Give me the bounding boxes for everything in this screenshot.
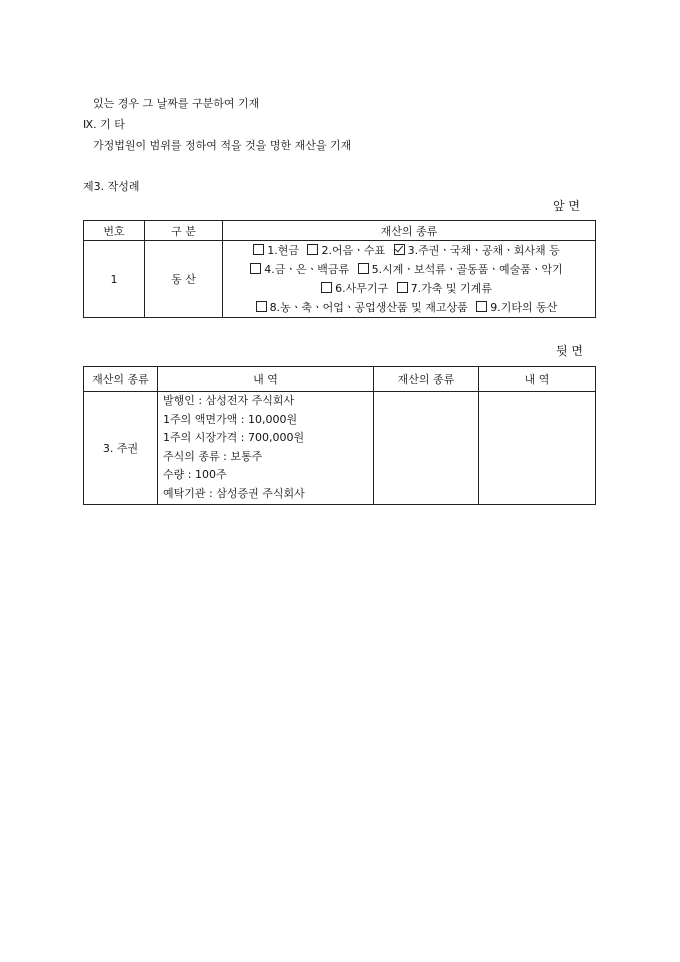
detail-depository: 예탁기관 : 삼성증권 주식회사 [163,486,305,500]
option-products-inventory[interactable] [256,298,468,317]
checkbox[interactable] [307,244,318,255]
option-label: 5.시계ㆍ보석류ㆍ골동품ㆍ예술품ㆍ악기 [371,263,563,276]
option-label: 2.어음ㆍ수표 [321,244,386,257]
option-label: 9.기타의 동산 [490,301,558,314]
checkbox-checked[interactable] [394,244,405,255]
option-label: 1.현금 [267,244,299,257]
checkbox[interactable] [476,301,487,312]
detail-market-price: 1주의 시장가격 : 700,000원 [163,431,305,445]
back-table [83,366,596,505]
checkbox[interactable] [358,263,369,274]
intro-line-2: 가정법원이 범위를 정하여 적을 것을 명한 재산을 기재 [93,139,352,152]
front-table [83,220,596,318]
detail-issuer: 발행인 : 삼성전자 주식회사 [163,394,295,407]
row-detail-2 [479,392,596,505]
option-precious-metals[interactable] [250,260,349,279]
option-label: 8.농ㆍ축ㆍ어업ㆍ공업생산품 및 재고상품 [269,301,468,314]
option-stocks-bonds[interactable] [394,241,560,260]
option-label: 6.사무기구 [335,282,389,295]
detail-par-value: 1주의 액면가액 : 10,000원 [163,412,298,426]
checkbox[interactable] [321,282,332,293]
section-title: Ⅸ. 기 타 [83,118,125,131]
header-detail-2: 내 역 [479,367,596,392]
option-label: 3.주권ㆍ국채ㆍ공채ㆍ회사채 등 [407,244,560,257]
detail-stock-type: 주식의 종류 : 보통주 [163,449,263,463]
header-number: 번호 [84,221,145,241]
header-category: 구 분 [145,221,223,241]
header-kind-2: 재산의 종류 [374,367,479,392]
option-cash[interactable] [253,241,299,260]
row-category: 동 산 [145,241,223,318]
option-other-movables[interactable] [476,298,557,317]
option-label: 7.가축 및 기계류 [410,282,492,295]
row-details [158,392,374,505]
checkbox[interactable] [256,301,267,312]
option-watches-jewelry[interactable] [358,260,563,279]
row-number: 1 [84,241,145,318]
property-kind-options [223,241,596,318]
example-title: 제3. 작성례 [83,180,140,193]
front-header-row [84,221,596,241]
checkbox[interactable] [250,263,261,274]
header-kind: 재산의 종류 [223,221,596,241]
row-kind-2 [374,392,479,505]
header-detail-1: 내 역 [158,367,374,392]
row-kind: 3. 주권 [84,392,158,505]
header-kind-1: 재산의 종류 [84,367,158,392]
checkbox[interactable] [253,244,264,255]
front-label: 앞 면 [553,199,580,213]
option-bills[interactable] [307,241,385,260]
option-office-equipment[interactable] [321,279,388,298]
option-livestock-machinery[interactable] [397,279,492,298]
back-data-row [84,392,596,505]
detail-quantity: 수량 : 100주 [163,468,227,482]
option-label: 4.금ㆍ은ㆍ백금류 [264,263,350,276]
back-label: 뒷 면 [556,344,583,358]
intro-line-1: 있는 경우 그 날짜를 구분하여 기재 [93,97,260,110]
front-data-row [84,241,596,318]
checkbox[interactable] [397,282,408,293]
back-header-row [84,367,596,392]
